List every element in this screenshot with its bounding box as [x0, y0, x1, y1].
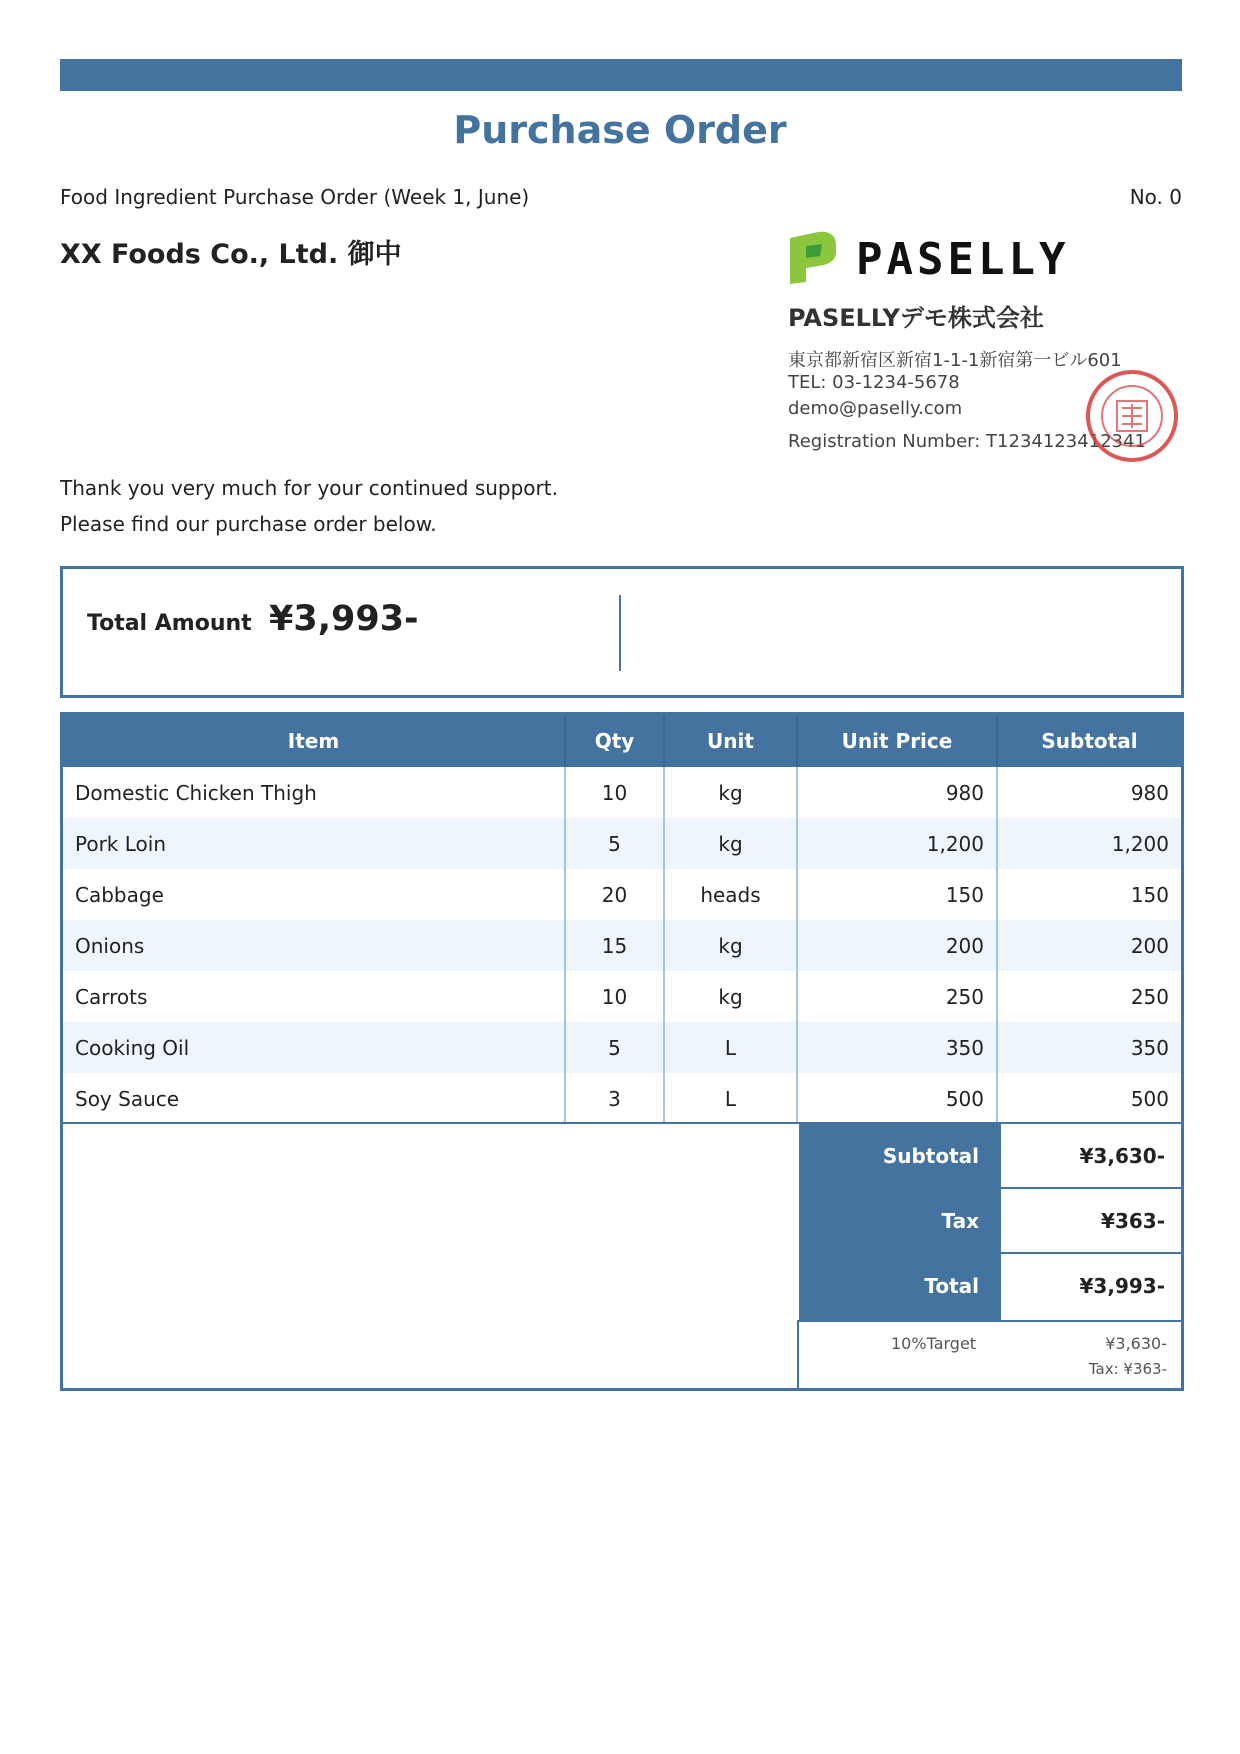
- total-amount-box: [60, 566, 1184, 698]
- cell-unit: L: [664, 1022, 797, 1073]
- cell-qty: 10: [565, 971, 664, 1022]
- cell-item: Onions: [63, 920, 565, 971]
- summary-labels-panel: [799, 1124, 999, 1320]
- cell-unit-price: 980: [797, 767, 997, 818]
- items-table-container: [60, 712, 1184, 1124]
- table-header-row: [63, 715, 1181, 767]
- cell-subtotal: 250: [1130, 984, 1169, 1009]
- cell-unit-price: 200: [797, 920, 997, 971]
- cell-unit: heads: [664, 869, 797, 920]
- header-bar: [60, 59, 1182, 91]
- summary-section: [60, 1122, 1184, 1391]
- cell-unit: kg: [664, 767, 797, 818]
- cell-item: Soy Sauce: [63, 1073, 565, 1124]
- cell-item: Domestic Chicken Thigh: [63, 767, 565, 818]
- column-header-unit-price: Unit Price: [797, 715, 997, 767]
- table-row: [63, 971, 1181, 1022]
- greeting-line-2: Please find our purchase order below.: [60, 512, 437, 536]
- issuer-registration: Registration Number: T1234123412341: [788, 431, 1146, 452]
- cell-unit-price: 150: [797, 869, 997, 920]
- summary-separator: [1001, 1187, 1183, 1189]
- column-header-unit: Unit: [664, 715, 797, 767]
- tax-target-label: 10%Target: [891, 1334, 977, 1353]
- table-row: [63, 767, 1181, 818]
- cell-qty: 15: [565, 920, 664, 971]
- summary-divider: [799, 1320, 1181, 1322]
- tax-target-amount: ¥3,630-: [1105, 1334, 1167, 1353]
- table-row: [63, 1022, 1181, 1073]
- cell-subtotal: 200: [997, 920, 1181, 971]
- summary-total-label: Total: [924, 1274, 979, 1298]
- cell-unit-price: 1,200: [797, 818, 997, 869]
- cell-subtotal: 150: [1130, 882, 1169, 907]
- column-header-item: Item: [63, 715, 565, 767]
- cell-subtotal: 1,200: [997, 818, 1181, 869]
- total-amount-value: ¥3,993-: [269, 599, 419, 639]
- issuer-address: 東京都新宿区新宿1-1-1新宿第一ビル601: [788, 350, 1122, 371]
- order-subject: Food Ingredient Purchase Order (Week 1, June): [60, 185, 530, 209]
- cell-item: Pork Loin: [63, 818, 565, 869]
- cell-qty: 5: [565, 818, 664, 869]
- recipient-name: XX Foods Co., Ltd. 御中: [60, 239, 402, 270]
- summary-divider: [797, 1320, 799, 1388]
- cell-unit: kg: [664, 920, 797, 971]
- cell-qty: 5: [565, 1022, 664, 1073]
- cell-item: Carrots: [63, 971, 565, 1022]
- summary-separator: [1001, 1252, 1183, 1254]
- company-logo: [788, 230, 1084, 286]
- logo-wordmark: PASELLY: [856, 234, 1070, 285]
- cell-subtotal: 350: [997, 1022, 1181, 1073]
- table-row: [63, 1073, 1181, 1124]
- table-row: [63, 920, 1181, 971]
- summary-total-value: ¥3,993-: [1079, 1274, 1165, 1298]
- table-row: [63, 869, 1181, 920]
- cell-unit-price: 500: [797, 1073, 997, 1124]
- total-box-divider: [619, 595, 621, 671]
- cell-unit: L: [664, 1073, 797, 1124]
- issuer-email: demo@paselly.com: [788, 398, 963, 419]
- cell-item: Cabbage: [63, 869, 565, 920]
- total-amount-label: Total Amount: [87, 611, 252, 636]
- cell-qty: 10: [565, 767, 664, 818]
- greeting-line-1: Thank you very much for your continued support.: [60, 476, 558, 500]
- column-header-qty: Qty: [565, 715, 664, 767]
- summary-subtotal-label: Subtotal: [882, 1144, 979, 1168]
- cell-subtotal: 980: [1130, 780, 1169, 805]
- cell-unit: kg: [664, 971, 797, 1022]
- cell-unit: kg: [664, 818, 797, 869]
- leaf-logo-icon: [788, 230, 1084, 286]
- document-number: No. 0: [1129, 185, 1182, 209]
- cell-qty: 20: [565, 869, 664, 920]
- summary-values-panel: [999, 1124, 1183, 1320]
- items-table: [63, 715, 1181, 1124]
- cell-subtotal: 500: [1130, 1086, 1169, 1111]
- cell-unit-price: 250: [797, 971, 997, 1022]
- table-row: [63, 818, 1181, 869]
- issuer-company-name: PASELLYデモ株式会社: [788, 304, 1044, 332]
- cell-unit-price: 350: [797, 1022, 997, 1073]
- page-title: Purchase Order: [453, 108, 787, 152]
- seal-stamp-icon: [1084, 368, 1180, 464]
- cell-item: Cooking Oil: [63, 1022, 565, 1073]
- issuer-tel: TEL: 03-1234-5678: [788, 372, 960, 393]
- column-header-subtotal: Subtotal: [997, 715, 1181, 767]
- tax-target-tax: Tax: ¥363-: [1088, 1360, 1167, 1378]
- summary-tax-label: Tax: [941, 1209, 979, 1233]
- company-seal: [1084, 368, 1180, 464]
- summary-tax-value: ¥363-: [1101, 1209, 1165, 1233]
- summary-subtotal-value: ¥3,630-: [1079, 1144, 1165, 1168]
- cell-qty: 3: [565, 1073, 664, 1124]
